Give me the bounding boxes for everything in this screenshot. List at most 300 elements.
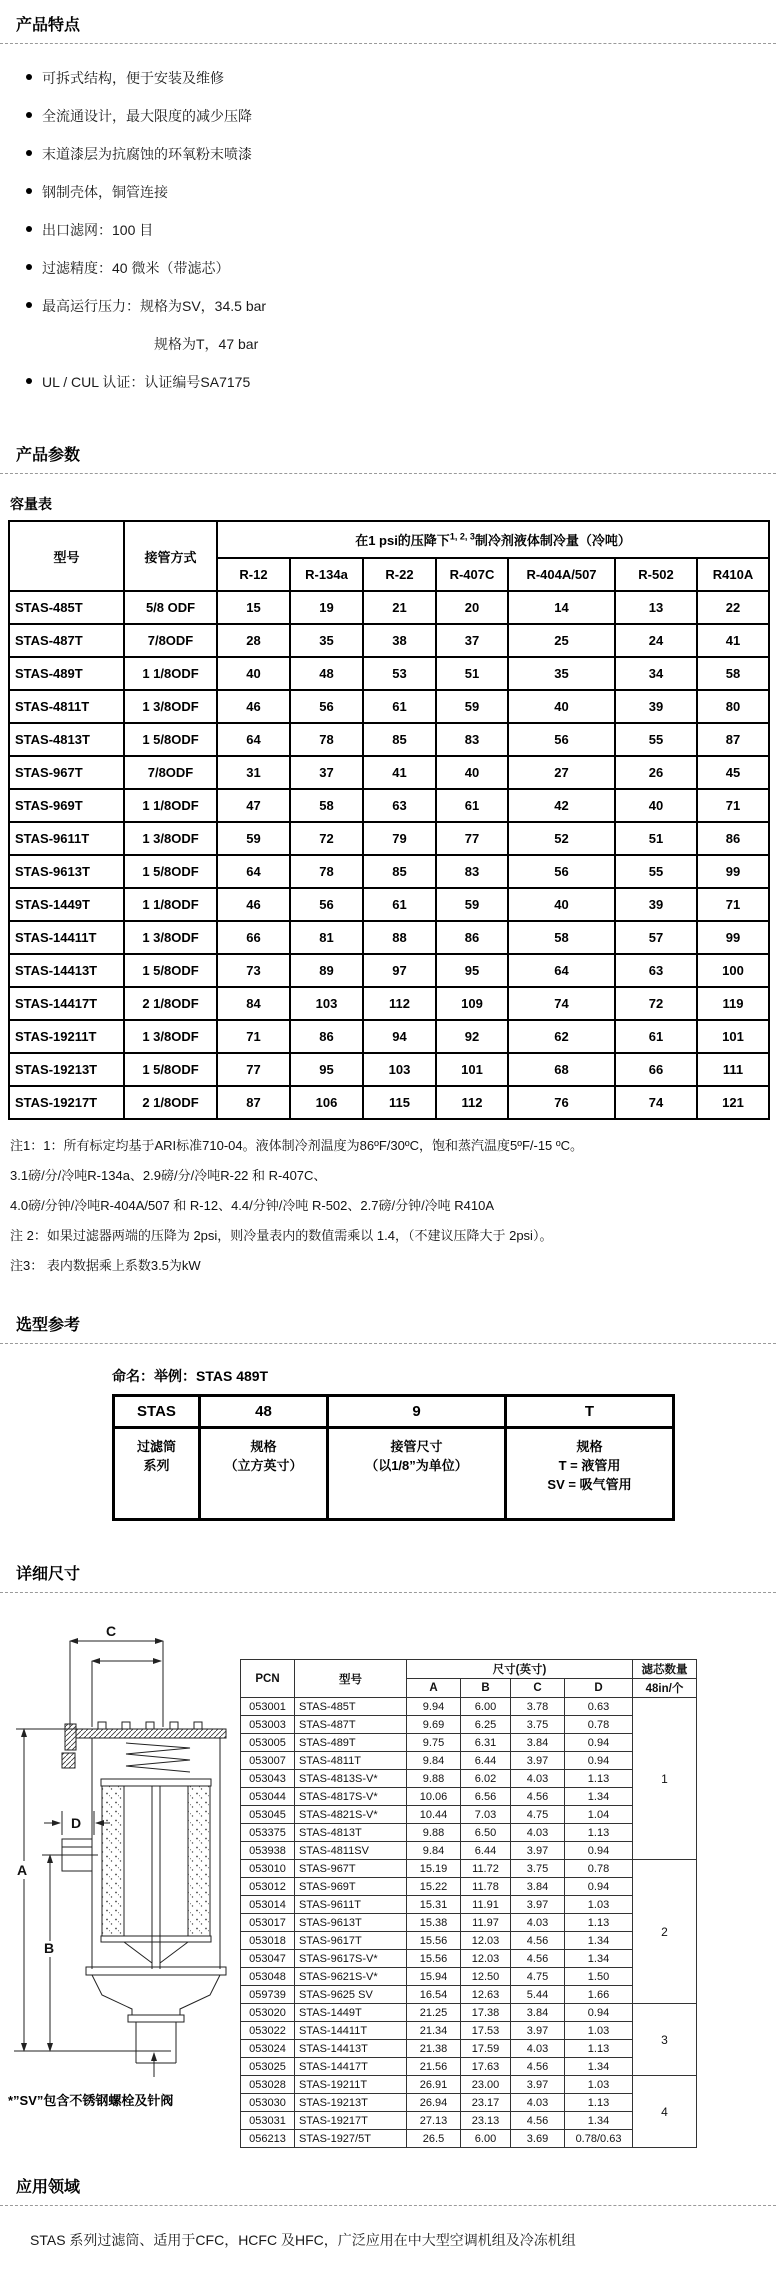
capacity-value-cell: 115: [363, 1086, 436, 1119]
model-cell: STAS-967T: [9, 756, 124, 789]
pcn-cell: 053044: [241, 1788, 295, 1806]
model-cell: STAS-1449T: [295, 2004, 407, 2022]
model-cell: STAS-9611T: [9, 822, 124, 855]
dimension-value-cell: 10.44: [407, 1806, 461, 1824]
capacity-value-cell: 76: [508, 1086, 615, 1119]
capacity-row: [9, 921, 769, 954]
capacity-value-cell: 39: [615, 888, 697, 921]
dimension-value-cell: 1.03: [565, 2022, 633, 2040]
capacity-value-cell: 35: [290, 624, 363, 657]
dimension-value-cell: 0.94: [565, 1842, 633, 1860]
note-line: 注 2：如果过滤器两端的压降为 2psi，则冷量表内的数值需乘以 1.4，（不建议压降大于 2psi）。: [10, 1228, 553, 1243]
selection-section-title: 选型参考: [0, 1286, 776, 1344]
dimension-value-cell: 15.94: [407, 1968, 461, 1986]
model-cell: STAS-4821S-V*: [295, 1806, 407, 1824]
capacity-value-cell: 14: [508, 591, 615, 624]
refrigerant-header: R-407C: [436, 558, 508, 591]
dimension-value-cell: 6.31: [461, 1734, 511, 1752]
feature-item: [24, 372, 776, 392]
cores-count-cell: 2: [633, 1860, 697, 2004]
dimension-value-cell: 3.75: [511, 1860, 565, 1878]
dimension-value-cell: 17.38: [461, 2004, 511, 2022]
capacity-value-cell: 100: [697, 954, 769, 987]
capacity-value-cell: 48: [290, 657, 363, 690]
capacity-value-cell: 37: [290, 756, 363, 789]
span-header-suffix: 制冷剂液体制冷量（冷吨）: [474, 533, 631, 548]
dimension-value-cell: 1.50: [565, 1968, 633, 1986]
pcn-cell: 053030: [241, 2094, 295, 2112]
cores-count-cell: 3: [633, 2004, 697, 2076]
dims-row: [241, 2076, 697, 2094]
capacity-value-cell: 121: [697, 1086, 769, 1119]
capacity-value-cell: 34: [615, 657, 697, 690]
naming-code-cell: T: [506, 1396, 674, 1428]
application-text: STAS 系列过滤筒、适用于CFC，HCFC 及HFC，广泛应用在中大型空调机组及冷冻机组: [30, 2232, 576, 2248]
model-cell: STAS-19211T: [9, 1020, 124, 1053]
pcn-cell: 053007: [241, 1752, 295, 1770]
model-cell: STAS-969T: [9, 789, 124, 822]
dimension-value-cell: 6.02: [461, 1770, 511, 1788]
connection-cell: 2 1/8ODF: [124, 987, 217, 1020]
dimension-value-cell: 9.69: [407, 1716, 461, 1734]
pcn-cell: 053045: [241, 1806, 295, 1824]
dims-row: [241, 1788, 697, 1806]
capacity-value-cell: 56: [508, 855, 615, 888]
capacity-value-cell: 63: [363, 789, 436, 822]
capacity-value-cell: 28: [217, 624, 290, 657]
capacity-row: [9, 855, 769, 888]
dimension-value-cell: 4.56: [511, 2112, 565, 2130]
dimension-value-cell: 1.66: [565, 1986, 633, 2004]
capacity-value-cell: 19: [290, 591, 363, 624]
pcn-cell: 053018: [241, 1932, 295, 1950]
dimension-value-cell: 15.22: [407, 1878, 461, 1896]
dimension-value-cell: 12.03: [461, 1932, 511, 1950]
dimension-value-cell: 21.38: [407, 2040, 461, 2058]
naming-table: [112, 1394, 675, 1521]
model-cell: STAS-485T: [295, 1698, 407, 1716]
dimension-value-cell: 12.50: [461, 1968, 511, 1986]
dimension-value-cell: 4.03: [511, 2094, 565, 2112]
capacity-value-cell: 87: [697, 723, 769, 756]
feature-list: [0, 44, 776, 416]
capacity-value-cell: 109: [436, 987, 508, 1020]
dims-row: [241, 2022, 697, 2040]
pcn-cell: 053031: [241, 2112, 295, 2130]
capacity-value-cell: 88: [363, 921, 436, 954]
dimensions-content: [0, 1593, 776, 2148]
capacity-value-cell: 80: [697, 690, 769, 723]
dimension-value-cell: 3.97: [511, 2022, 565, 2040]
dims-row: [241, 1842, 697, 1860]
capacity-value-cell: 26: [615, 756, 697, 789]
dimension-value-cell: 0.94: [565, 2004, 633, 2022]
capacity-value-cell: 83: [436, 723, 508, 756]
feature-item: [24, 258, 776, 278]
pcn-cell: 053017: [241, 1914, 295, 1932]
capacity-value-cell: 101: [697, 1020, 769, 1053]
refrigerant-header: R-404A/507: [508, 558, 615, 591]
capacity-value-cell: 63: [615, 954, 697, 987]
model-cell: STAS-9625 SV: [295, 1986, 407, 2004]
connection-cell: 7/8ODF: [124, 624, 217, 657]
dim-letter-header: C: [511, 1679, 565, 1698]
dimension-value-cell: 12.03: [461, 1950, 511, 1968]
capacity-value-cell: 72: [615, 987, 697, 1020]
naming-code-cell: 48: [200, 1396, 328, 1428]
feature-text: UL / CUL 认证：认证编号SA7175: [42, 374, 251, 390]
capacity-value-cell: 46: [217, 888, 290, 921]
dimension-value-cell: 1.34: [565, 2112, 633, 2130]
connection-column-header: 接管方式: [124, 521, 217, 591]
capacity-value-cell: 58: [697, 657, 769, 690]
dims-row: [241, 1806, 697, 1824]
dimension-value-cell: 17.63: [461, 2058, 511, 2076]
capacity-value-cell: 83: [436, 855, 508, 888]
pcn-cell: 053022: [241, 2022, 295, 2040]
dimension-value-cell: 4.75: [511, 1968, 565, 1986]
dimension-value-cell: 6.50: [461, 1824, 511, 1842]
capacity-value-cell: 101: [436, 1053, 508, 1086]
dims-row: [241, 1860, 697, 1878]
capacity-value-cell: 53: [363, 657, 436, 690]
dimension-value-cell: 21.34: [407, 2022, 461, 2040]
capacity-value-cell: 87: [217, 1086, 290, 1119]
dimension-value-cell: 9.84: [407, 1842, 461, 1860]
dimension-value-cell: 7.03: [461, 1806, 511, 1824]
dims-row: [241, 1698, 697, 1716]
naming-desc-cell: 过滤筒 系列: [114, 1428, 200, 1520]
model-cell: STAS-19213T: [9, 1053, 124, 1086]
capacity-table: [8, 520, 770, 1120]
dims-row: [241, 2094, 697, 2112]
dimension-value-cell: 3.97: [511, 1896, 565, 1914]
dims-row: [241, 2058, 697, 2076]
model-cell: STAS-4817S-V*: [295, 1788, 407, 1806]
dims-row: [241, 2040, 697, 2058]
capacity-value-cell: 79: [363, 822, 436, 855]
capacity-value-cell: 40: [436, 756, 508, 789]
dimension-value-cell: 3.97: [511, 1752, 565, 1770]
dims-header-row-1: [241, 1660, 697, 1679]
capacity-value-cell: 22: [697, 591, 769, 624]
capacity-value-cell: 112: [363, 987, 436, 1020]
dimension-value-cell: 6.56: [461, 1788, 511, 1806]
dim-label-a: A: [17, 1862, 28, 1878]
dimension-value-cell: 6.25: [461, 1716, 511, 1734]
dimension-value-cell: 10.06: [407, 1788, 461, 1806]
pcn-cell: 053010: [241, 1860, 295, 1878]
filter-cross-section-drawing: [6, 1611, 238, 2081]
dims-row: [241, 2112, 697, 2130]
dimension-value-cell: 4.75: [511, 1806, 565, 1824]
model-cell: STAS-14417T: [295, 2058, 407, 2076]
dimension-value-cell: 4.56: [511, 2058, 565, 2076]
dimension-value-cell: 0.78/0.63: [565, 2130, 633, 2148]
dimension-value-cell: 17.59: [461, 2040, 511, 2058]
dims-row: [241, 1824, 697, 1842]
capacity-value-cell: 92: [436, 1020, 508, 1053]
refrigerant-header: R410A: [697, 558, 769, 591]
pcn-column-header: PCN: [241, 1660, 295, 1698]
dims-row: [241, 2130, 697, 2148]
connection-cell: 1 3/8ODF: [124, 690, 217, 723]
capacity-value-cell: 68: [508, 1053, 615, 1086]
dimension-value-cell: 23.13: [461, 2112, 511, 2130]
capacity-value-cell: 86: [290, 1020, 363, 1053]
application-section-title: 应用领域: [0, 2148, 776, 2206]
dimension-value-cell: 12.63: [461, 1986, 511, 2004]
dimension-value-cell: 9.88: [407, 1824, 461, 1842]
feature-item: [24, 68, 776, 88]
capacity-row: [9, 657, 769, 690]
pcn-cell: 053047: [241, 1950, 295, 1968]
connection-cell: 5/8 ODF: [124, 591, 217, 624]
capacity-value-cell: 55: [615, 723, 697, 756]
pcn-cell: 056213: [241, 2130, 295, 2148]
dimension-value-cell: 1.34: [565, 1950, 633, 1968]
capacity-value-cell: 106: [290, 1086, 363, 1119]
dimensions-table: [240, 1659, 697, 2148]
capacity-value-cell: 77: [217, 1053, 290, 1086]
cores-count-cell: 1: [633, 1698, 697, 1860]
connection-cell: 1 5/8ODF: [124, 1053, 217, 1086]
refrigerant-header: R-134a: [290, 558, 363, 591]
dimension-value-cell: 15.38: [407, 1914, 461, 1932]
dimension-value-cell: 11.97: [461, 1914, 511, 1932]
dims-row: [241, 1752, 697, 1770]
dimension-value-cell: 4.03: [511, 1770, 565, 1788]
capacity-value-cell: 51: [436, 657, 508, 690]
capacity-value-cell: 89: [290, 954, 363, 987]
capacity-table-label: 容量表: [10, 496, 52, 512]
capacity-value-cell: 38: [363, 624, 436, 657]
capacity-value-cell: 99: [697, 855, 769, 888]
connection-cell: 1 1/8ODF: [124, 657, 217, 690]
capacity-value-cell: 119: [697, 987, 769, 1020]
dimension-value-cell: 23.00: [461, 2076, 511, 2094]
capacity-value-cell: 25: [508, 624, 615, 657]
naming-desc-cell: 规格 （立方英寸）: [200, 1428, 328, 1520]
feature-item: [24, 182, 776, 202]
capacity-value-cell: 47: [217, 789, 290, 822]
dimension-value-cell: 3.75: [511, 1716, 565, 1734]
dimension-value-cell: 1.13: [565, 1770, 633, 1788]
dim-letter-header: A: [407, 1679, 461, 1698]
capacity-row: [9, 888, 769, 921]
capacity-value-cell: 13: [615, 591, 697, 624]
capacity-value-cell: 99: [697, 921, 769, 954]
model-cell: STAS-9611T: [295, 1896, 407, 1914]
capacity-value-cell: 56: [290, 888, 363, 921]
capacity-value-cell: 112: [436, 1086, 508, 1119]
model-cell: STAS-14413T: [295, 2040, 407, 2058]
model-cell: STAS-9613T: [9, 855, 124, 888]
dimension-value-cell: 0.78: [565, 1716, 633, 1734]
features-section-title: 产品特点: [0, 0, 776, 44]
naming-desc-row: [114, 1428, 674, 1520]
notes: [10, 1136, 766, 1275]
refrigerant-header: R-22: [363, 558, 436, 591]
dimension-value-cell: 4.56: [511, 1788, 565, 1806]
dimension-value-cell: 9.84: [407, 1752, 461, 1770]
capacity-value-cell: 51: [615, 822, 697, 855]
pcn-cell: 059739: [241, 1986, 295, 2004]
capacity-value-cell: 85: [363, 855, 436, 888]
pcn-cell: 053375: [241, 1824, 295, 1842]
dimension-value-cell: 11.78: [461, 1878, 511, 1896]
dimension-value-cell: 3.84: [511, 1878, 565, 1896]
model-cell: STAS-14417T: [9, 987, 124, 1020]
dimension-value-cell: 4.56: [511, 1950, 565, 1968]
dimension-value-cell: 27.13: [407, 2112, 461, 2130]
dims-row: [241, 1986, 697, 2004]
model-cell: STAS-14411T: [295, 2022, 407, 2040]
capacity-value-cell: 61: [363, 888, 436, 921]
capacity-value-cell: 37: [436, 624, 508, 657]
dims-row: [241, 1716, 697, 1734]
dimension-value-cell: 3.84: [511, 1734, 565, 1752]
dimension-value-cell: 1.03: [565, 1896, 633, 1914]
dim-label-b: B: [44, 1940, 55, 1956]
feature-item: [24, 220, 776, 240]
dimensions-section-title: 详细尺寸: [0, 1535, 776, 1593]
naming-desc-cell: 规格 T = 液管用 SV = 吸气管用: [506, 1428, 674, 1520]
model-cell: STAS-1927/5T: [295, 2130, 407, 2148]
model-cell: STAS-4813T: [9, 723, 124, 756]
dimension-value-cell: 26.94: [407, 2094, 461, 2112]
capacity-value-cell: 41: [697, 624, 769, 657]
pcn-cell: 053028: [241, 2076, 295, 2094]
model-cell: STAS-9617T: [295, 1932, 407, 1950]
model-cell: STAS-4813T: [295, 1824, 407, 1842]
dimension-value-cell: 1.13: [565, 2094, 633, 2112]
connection-cell: 1 3/8ODF: [124, 921, 217, 954]
dims-row: [241, 1950, 697, 1968]
capacity-value-cell: 58: [290, 789, 363, 822]
feature-text: 钢制壳体，铜管连接: [42, 184, 168, 200]
naming-code-cell: STAS: [114, 1396, 200, 1428]
note-line: 注1：1：所有标定均基于ARI标准710-04。液体制冷剂温度为86ºF/30ºC，饱和蒸汽温度5ºF/-15 ºC。: [10, 1138, 584, 1153]
capacity-table-body: [9, 591, 769, 1119]
capacity-value-cell: 62: [508, 1020, 615, 1053]
dimension-value-cell: 5.44: [511, 1986, 565, 2004]
capacity-value-cell: 21: [363, 591, 436, 624]
capacity-value-cell: 64: [508, 954, 615, 987]
model-cell: STAS-19217T: [295, 2112, 407, 2130]
connection-cell: 1 3/8ODF: [124, 822, 217, 855]
model-column-header: 型号: [9, 521, 124, 591]
dims-row: [241, 1932, 697, 1950]
dimension-value-cell: 1.34: [565, 1932, 633, 1950]
capacity-row: [9, 591, 769, 624]
capacity-value-cell: 72: [290, 822, 363, 855]
dimension-value-cell: 15.19: [407, 1860, 461, 1878]
model-cell: STAS-485T: [9, 591, 124, 624]
capacity-value-cell: 40: [508, 690, 615, 723]
dim-letter-header: B: [461, 1679, 511, 1698]
dimension-value-cell: 1.13: [565, 1824, 633, 1842]
pcn-cell: 053005: [241, 1734, 295, 1752]
cores-column-header: 滤芯数量: [633, 1660, 697, 1679]
model-cell: STAS-4811SV: [295, 1842, 407, 1860]
model-cell: STAS-489T: [9, 657, 124, 690]
dims-row: [241, 2004, 697, 2022]
dim-label-d: D: [71, 1815, 82, 1831]
refrigerant-header: R-502: [615, 558, 697, 591]
dimension-value-cell: 1.13: [565, 1914, 633, 1932]
dimension-value-cell: 6.00: [461, 2130, 511, 2148]
capacity-value-cell: 64: [217, 855, 290, 888]
model-cell: STAS-19217T: [9, 1086, 124, 1119]
capacity-value-cell: 86: [697, 822, 769, 855]
dimension-value-cell: 15.31: [407, 1896, 461, 1914]
pcn-cell: 053020: [241, 2004, 295, 2022]
capacity-value-cell: 56: [290, 690, 363, 723]
dimension-value-cell: 0.94: [565, 1752, 633, 1770]
model-cell: STAS-4811T: [295, 1752, 407, 1770]
capacity-row: [9, 624, 769, 657]
dims-row: [241, 1968, 697, 1986]
pcn-cell: 053001: [241, 1698, 295, 1716]
capacity-value-cell: 77: [436, 822, 508, 855]
dimension-value-cell: 6.44: [461, 1842, 511, 1860]
capacity-value-cell: 41: [363, 756, 436, 789]
pcn-cell: 053014: [241, 1896, 295, 1914]
dimension-value-cell: 6.44: [461, 1752, 511, 1770]
capacity-value-cell: 71: [697, 789, 769, 822]
note-line: 3.1磅/分/冷吨R-134a、2.9磅/分/冷吨R-22 和 R-407C、: [10, 1168, 327, 1183]
capacity-value-cell: 59: [217, 822, 290, 855]
pcn-cell: 053024: [241, 2040, 295, 2058]
dimension-value-cell: 4.03: [511, 2040, 565, 2058]
drawing-column: [0, 1593, 240, 2109]
capacity-value-cell: 97: [363, 954, 436, 987]
dimension-value-cell: 11.72: [461, 1860, 511, 1878]
capacity-value-cell: 56: [508, 723, 615, 756]
model-cell: STAS-9613T: [295, 1914, 407, 1932]
capacity-value-cell: 66: [217, 921, 290, 954]
dims-row: [241, 1734, 697, 1752]
pcn-cell: 053938: [241, 1842, 295, 1860]
dimension-value-cell: 9.94: [407, 1698, 461, 1716]
connection-cell: 1 5/8ODF: [124, 855, 217, 888]
dimension-value-cell: 6.00: [461, 1698, 511, 1716]
capacity-value-cell: 46: [217, 690, 290, 723]
capacity-row: [9, 690, 769, 723]
capacity-row: [9, 789, 769, 822]
dimension-value-cell: 16.54: [407, 1986, 461, 2004]
capacity-value-cell: 103: [363, 1053, 436, 1086]
feature-item: [24, 296, 776, 354]
dimension-value-cell: 23.17: [461, 2094, 511, 2112]
dimension-value-cell: 3.97: [511, 2076, 565, 2094]
dimension-value-cell: 0.94: [565, 1878, 633, 1896]
pcn-cell: 053012: [241, 1878, 295, 1896]
cores-count-cell: 4: [633, 2076, 697, 2148]
dims-row: [241, 1896, 697, 1914]
capacity-value-cell: 27: [508, 756, 615, 789]
connection-cell: 1 1/8ODF: [124, 888, 217, 921]
capacity-value-cell: 20: [436, 591, 508, 624]
capacity-row: [9, 987, 769, 1020]
dim-label-c: C: [106, 1623, 117, 1639]
capacity-row: [9, 756, 769, 789]
dimension-value-cell: 3.84: [511, 2004, 565, 2022]
connection-cell: 1 5/8ODF: [124, 954, 217, 987]
capacity-row: [9, 1020, 769, 1053]
dims-table-body: [241, 1698, 697, 2148]
